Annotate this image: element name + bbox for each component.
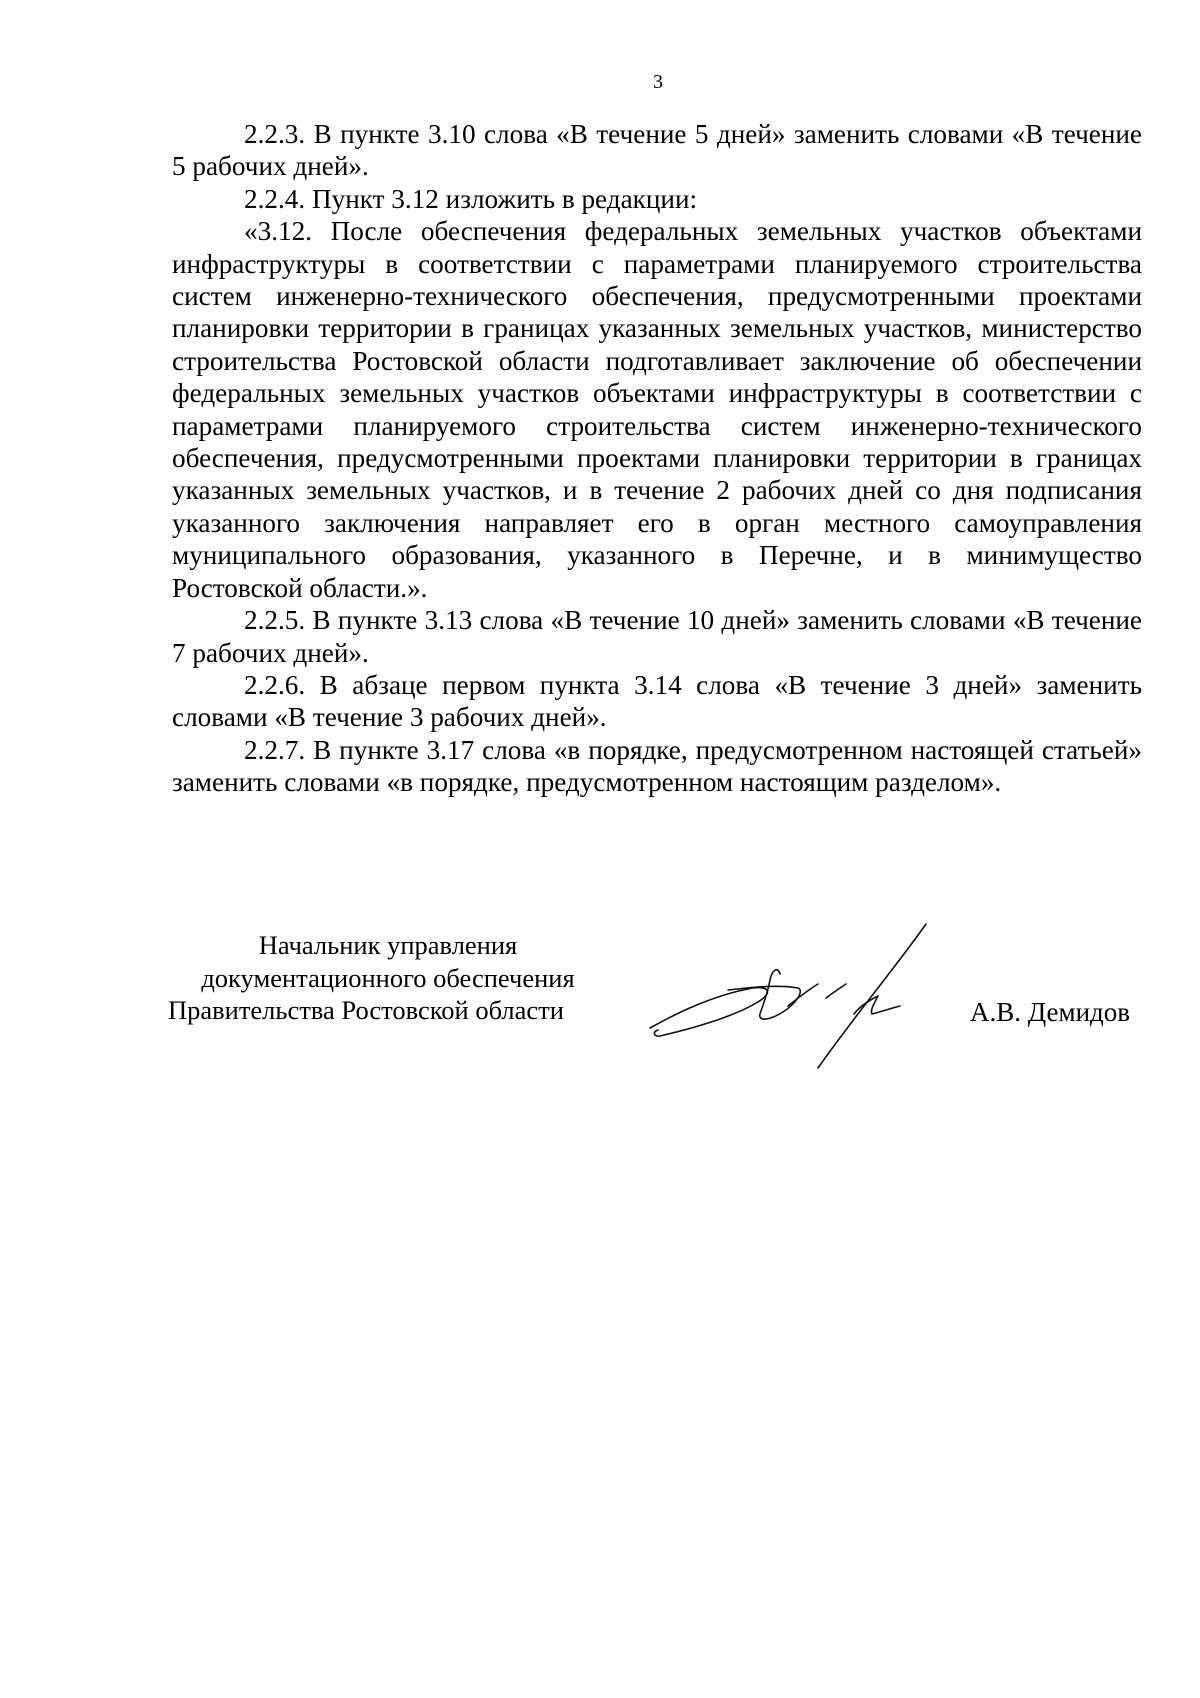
signer-name: А.В. Демидов bbox=[970, 997, 1131, 1027]
signer-title-line: Начальник управления bbox=[258, 930, 518, 960]
paragraph-3-12-text: «3.12. После обеспечения федеральных земельных участков объектами инфраструктуры в соответствии с параметрами планируемого строительства систем инженерно-технического обеспечения, предусмотренными проектами планировки территории в границах указанных земельных участков, министерство строительства Ростовской области подготавливает заключение об обеспечении федеральных земельных участков объектами инфраструктуры в соответствии с параметрами планируемого строительства систем инженерно-технического обеспечения, предусмотренными проектами планировки территории в границах указанных земельных участков, и в течение 2 рабочих дней со дня подписания указанного заключения направляет его в орган местного самоуправления муниципального образования, указанного в Перечне, и в минимущество Ростовской области.». bbox=[172, 216, 1142, 603]
signer-position bbox=[168, 929, 608, 1027]
handwritten-signature bbox=[648, 918, 938, 1078]
document-body bbox=[172, 118, 1142, 799]
paragraph-2-2-4: 2.2.4. Пункт 3.12 изложить в редакции: bbox=[244, 183, 698, 214]
signer-title-line: Правительства Ростовской области bbox=[168, 995, 564, 1025]
paragraph-2-2-6: 2.2.6. В абзаце первом пункта 3.14 слова «В течение 3 дней» заменить словами «В течение 3 рабочих дней». bbox=[172, 669, 1142, 733]
page-number: 3 bbox=[653, 71, 663, 93]
paragraph-2-2-7: 2.2.7. В пункте 3.17 слова «в порядке, предусмотренном настоящей статьей» заменить словами «в порядке, предусмотренном настоящим разделом». bbox=[172, 734, 1142, 798]
signer-title-line: документационного обеспечения bbox=[201, 962, 575, 993]
paragraph-2-2-3: 2.2.3. В пункте 3.10 слова «В течение 5 дней» заменить словами «В течение 5 рабочих дней». bbox=[172, 119, 1142, 182]
paragraph-2-2-5: 2.2.5. В пункте 3.13 слова «В течение 10 дней» заменить словами «В течение 7 рабочих дней». bbox=[172, 605, 1142, 668]
